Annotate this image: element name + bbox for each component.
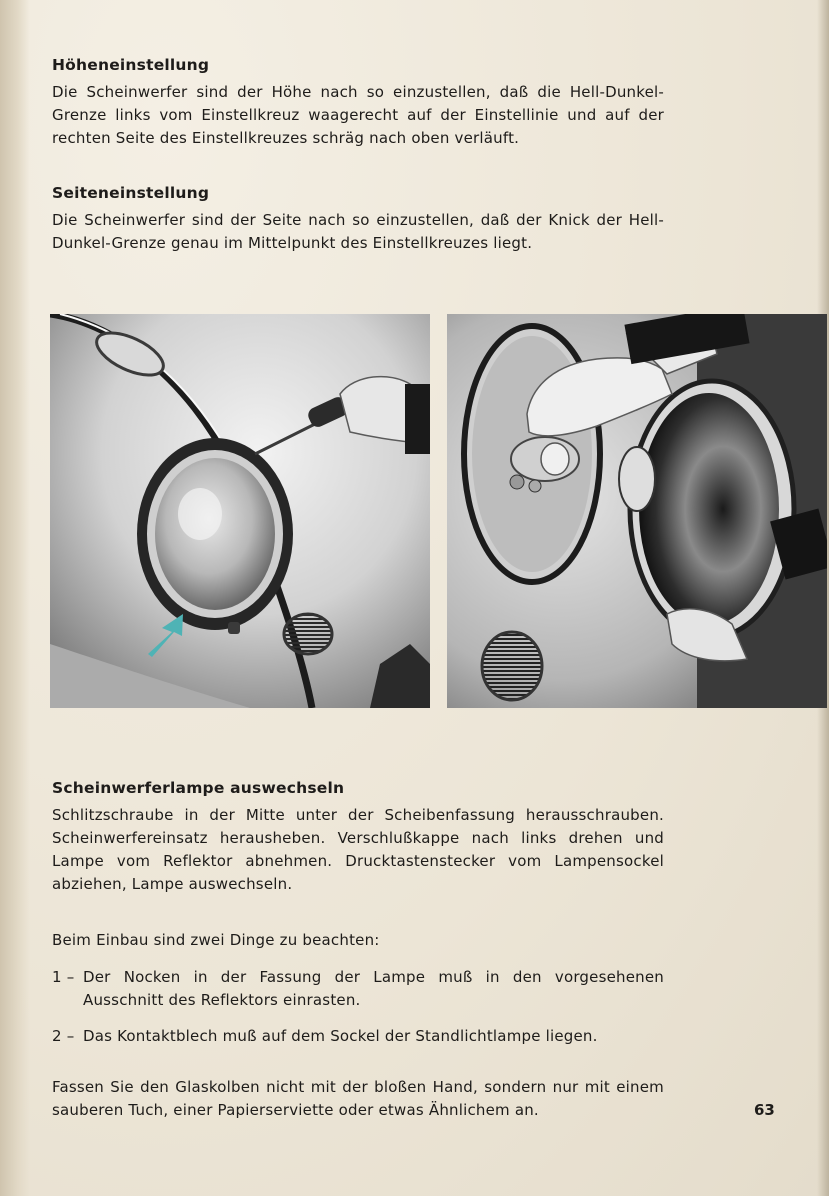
list-item-text: Das Kontaktblech muß auf dem Sockel der Standlichtlampe liegen. [83,1027,598,1045]
page-number: 63 [754,1101,775,1119]
list-item-number: 2 – [52,1027,75,1045]
section-lampe-auswechseln [52,777,664,896]
list-item [52,1025,664,1048]
section-hoeheneinstellung [52,54,664,150]
section-paragraph: Schlitzschraube in der Mitte unter der Scheibenfassung herausschrauben. Scheinwerfereinsatz herausheben. Verschlußkappe nach links drehen und Lampe vom Reflektor abnehmen. Drucktastenstecker vom Lampensockel abziehen, Lampe auswechseln. [52,806,664,893]
install-intro: Beim Einbau sind zwei Dinge zu beachten: [52,931,380,949]
section-seiteneinstellung [52,182,664,255]
section-heading: Höheneinstellung [52,56,210,74]
section-paragraph: Die Scheinwerfer sind der Seite nach so einzustellen, daß der Knick der Hell-Dunkel-Grenze genau im Mittelpunkt des Einstellkreuzes liegt. [52,211,664,252]
photo-headlight-adjustment [50,314,430,708]
list-item [52,966,664,1012]
list-item-number: 1 – [52,968,75,986]
section-heading: Seiteneinstellung [52,184,210,202]
section-paragraph: Die Scheinwerfer sind der Höhe nach so einzustellen, daß die Hell-Dunkel-Grenze links vom Einstellkreuz waagerecht auf der Einstellinie und auf der rechten Seite des Einstellkreuzes schräg nach oben verläuft. [52,83,664,147]
install-list [52,966,664,1048]
section-heading: Scheinwerferlampe auswechseln [52,779,345,797]
list-item-text: Der Nocken in der Fassung der Lampe muß in den vorgesehenen Ausschnitt des Reflektors einrasten. [83,968,664,1009]
page-spine-shadow [0,0,30,1196]
install-notes [52,929,664,1061]
note-paragraph: Fassen Sie den Glaskolben nicht mit der bloßen Hand, sondern nur mit einem sauberen Tuch, einer Papierserviette oder etwas Ähnlichem an. [52,1078,664,1119]
photo-bulb-replacement [447,314,827,708]
handling-note [52,1076,664,1122]
